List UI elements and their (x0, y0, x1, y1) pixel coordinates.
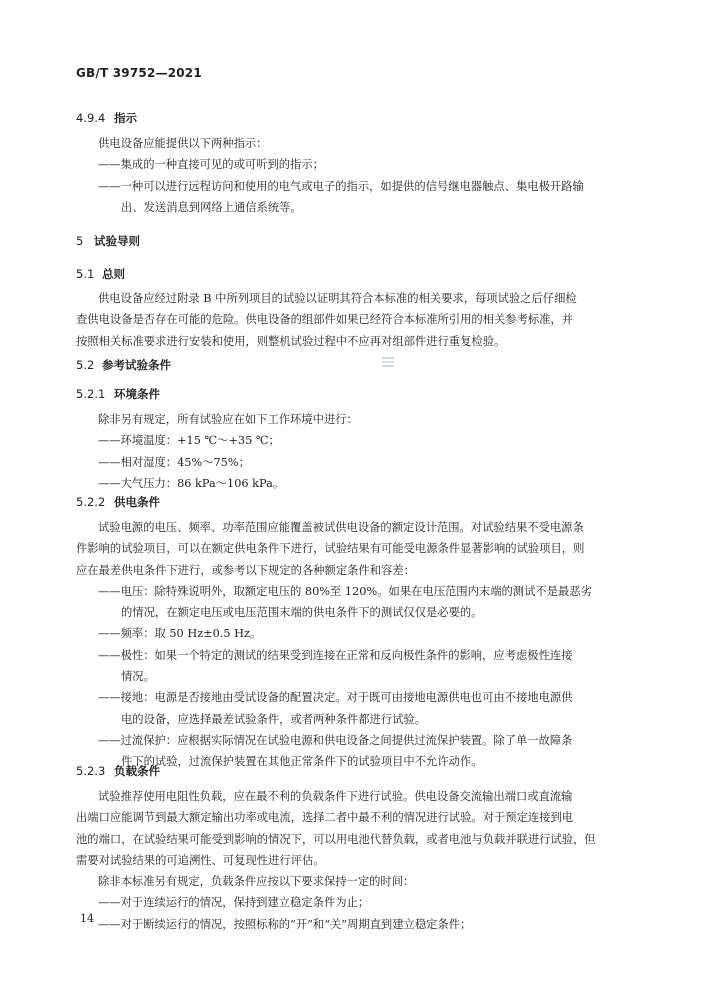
text-line: 池的端口，在试验结果可能受到影响的情况下，可以用电池代替负载，或者电池与负载并联进行试验，但 (76, 832, 596, 846)
text-line: 的情况，在额定电压或电压范围末端的供电条件下的测试仅仅是必要的。 (121, 606, 483, 620)
text-line: ——集成的一种直接可见的或可听到的指示； (98, 158, 324, 172)
text-line: ——大气压力：86 kPa～106 kPa。 (98, 476, 285, 490)
text-line: ——接地：电源是否接地由受试设备的配置决定。对于既可由接地电源供电也可由不接地电源供 (98, 691, 573, 705)
text-line: ——频率：取 50 Hz±0.5 Hz。 (98, 627, 262, 641)
text-line: 试验推荐使用电阻性负载，应在最不利的负载条件下进行试验。供电设备交流输出端口或直流输 (98, 790, 573, 803)
text-line: 出、发送消息到网络上通信系统等。 (121, 200, 302, 214)
section-number: 5.2.3 (76, 764, 106, 778)
text-line: ——对于连续运行的情况，保持到建立稳定条件为止； (98, 896, 370, 910)
section-number: 4.9.4 (76, 111, 106, 125)
section-title: 试验导则 (94, 234, 140, 248)
text-line: 按照相关标准要求进行安装和使用，则整机试验过程中不应再对组部件进行重复检验。 (76, 334, 506, 348)
text-line: 试验电源的电压、频率、功率范围应能覆盖被试供电设备的额定设计范围。对试验结果不受电源条 (98, 521, 584, 534)
text-line: 除非本标准另有规定，负载条件应按以下要求保持一定的时间： (98, 875, 415, 889)
section-number: 5.2.2 (76, 495, 106, 509)
text-line: 除非另有规定，所有试验应在如下工作环境中进行： (98, 413, 358, 426)
section-number: 5 (76, 234, 84, 248)
text-line: 情况。 (121, 670, 155, 684)
heading-4-9-4 (76, 110, 137, 126)
heading-5-2-2 (76, 494, 160, 510)
heading-5-2-3 (76, 763, 160, 779)
section-number: 5.1 (76, 267, 95, 281)
section-title: 供电条件 (114, 495, 160, 509)
text-line: 件下的试验，过流保护装置在其他正常条件下的试验项目中不允许动作。 (121, 755, 483, 769)
section-title: 负载条件 (114, 764, 160, 778)
text-line: ——相对湿度：45%～75%； (98, 455, 250, 469)
page-number: 14 (80, 912, 94, 925)
section-number: 5.2.1 (76, 387, 106, 401)
text-line: 供电设备应能提供以下两种指示： (98, 137, 268, 150)
section-title: 参考试验条件 (102, 358, 171, 372)
standard-code: GB/T 39752—2021 (76, 66, 202, 80)
text-line: 供电设备应经过附录 B 中所列项目的试验以证明其符合本标准的相关要求，每项试验之后仔细检 (98, 292, 577, 305)
text-line: 应在最差供电条件下进行，或参考以下规定的各种额定条件和容差： (76, 563, 415, 577)
paragraph-5-2-1 (76, 409, 358, 494)
heading-5-2-1 (76, 386, 160, 402)
paragraph-5-1 (76, 288, 577, 352)
text-line: 件影响的试验项目，可以在额定供电条件下进行，试验结果有可能受电源条件显著影响的试验项目，则 (76, 542, 585, 556)
section-title: 总则 (102, 267, 125, 281)
text-line: 电的设备，应选择最差试验条件，或者两种条件都进行试验。 (121, 712, 427, 726)
text-line: ——电压：除特殊说明外，取额定电压的 80%至 120%。如果在电压范围内末端的测试不是最恶劣 (98, 584, 592, 598)
section-title: 指示 (114, 111, 137, 125)
text-line: 查供电设备是否存在可能的危险。供电设备的组部件如果已经符合本标准所引用的相关参考标准，并 (76, 313, 574, 327)
text-line: 需要对试验结果的可追溯性、可复现性进行评估。 (76, 853, 325, 867)
heading-5-2 (76, 357, 171, 373)
heading-5 (76, 233, 140, 249)
text-line: ——一种可以进行远程访问和使用的电气或电子的指示，如提供的信号继电器触点、集电极开路输 (98, 179, 584, 193)
text-line: ——环境温度：+15 ℃～+35 ℃； (98, 434, 280, 448)
watermark-icon (381, 356, 395, 368)
text-line: ——对于断续运行的情况，按照标称的“开”和“关”周期直到建立稳定条件； (98, 917, 472, 931)
paragraph-5-2-2 (76, 517, 592, 773)
section-number: 5.2 (76, 358, 95, 372)
text-line: ——极性：如果一个特定的测试的结果受到连接在正常和反向极性条件的影响，应考虑极性连接 (98, 648, 573, 662)
paragraph-4-9-4 (76, 133, 584, 218)
heading-5-1 (76, 266, 125, 282)
paragraph-5-2-3 (76, 786, 596, 935)
section-title: 环境条件 (114, 387, 160, 401)
text-line: 出端口应能调节到最大额定输出功率或电流，选择二者中最不利的情况进行试验。对于预定连接到电 (76, 811, 574, 825)
text-line: ——过流保护：应根据实际情况在试验电源和供电设备之间提供过流保护装置。除了单一故障条 (98, 733, 573, 747)
